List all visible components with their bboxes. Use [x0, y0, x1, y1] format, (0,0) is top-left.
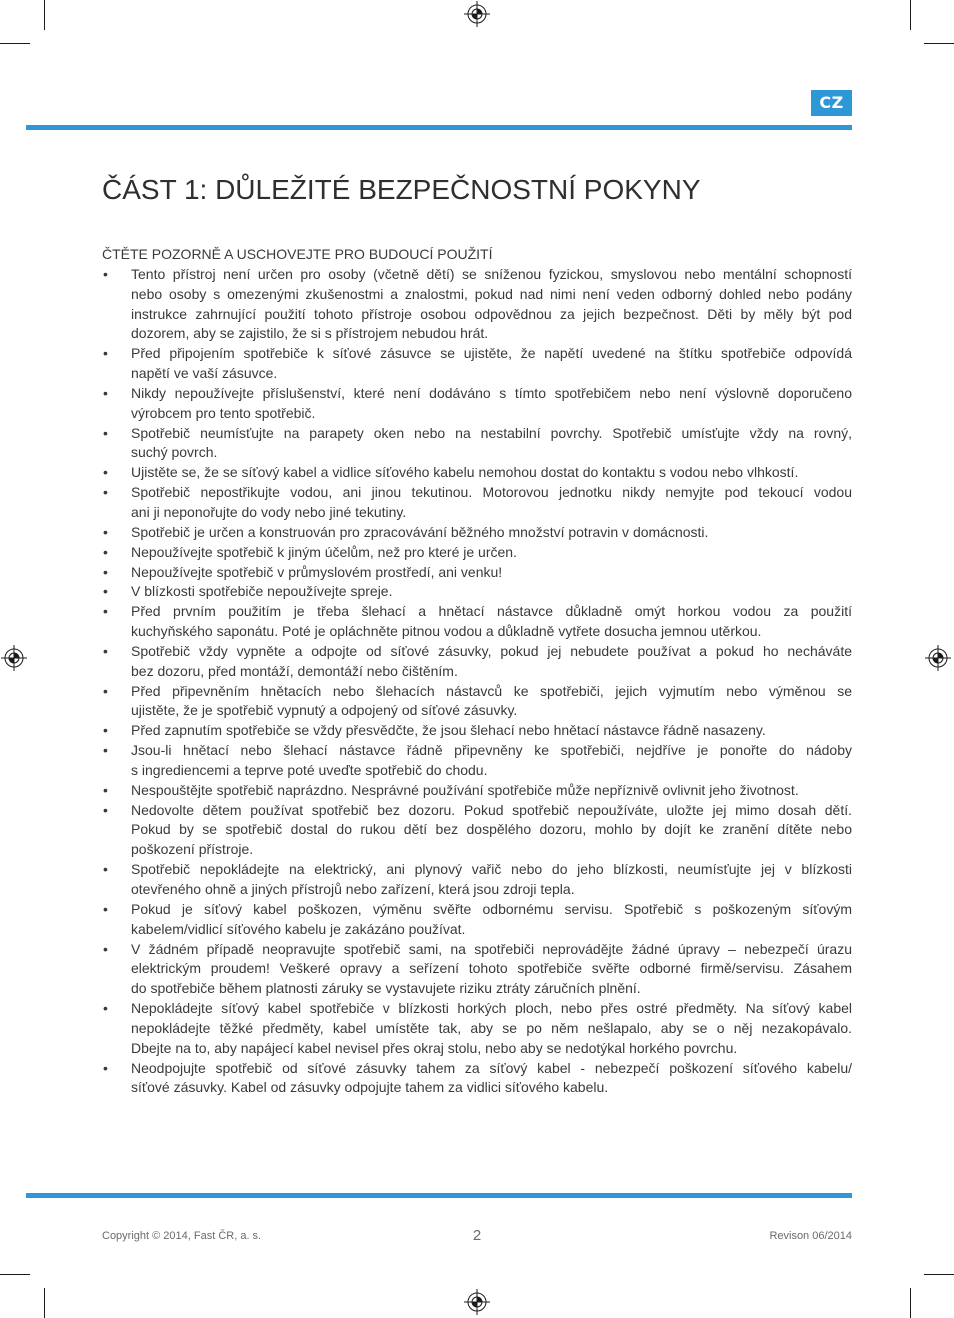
text-line: Nedovolte dětem používat spotřebič bez dozoru. Pokud spotřebič nepoužíváte, uložte jej mimo dosah dětí. [131, 801, 852, 818]
text-line: Před připojením spotřebiče k síťové zásuvce se ujistěte, že napětí uvedené na štítku spotřebiče odpovídá [131, 345, 852, 362]
safety-list-item [102, 682, 852, 722]
text-line: kuchyňského saponátu. Poté je opláchněte pitnou vodou a důkladně vytřete dosucha jemnou utěrkou. [131, 623, 762, 640]
text-line: s ingrediencemi a teprve poté uveďte spotřebič do chodu. [131, 761, 488, 778]
bullet-icon: • [103, 345, 108, 362]
bullet-icon: • [103, 861, 108, 878]
safety-item-text [131, 940, 852, 1000]
text-line: Ujistěte se, že se síťový kabel a vidlice síťového kabelu nemohou dostat do kontaktu s vodou nebo vlhkostí. [131, 464, 799, 481]
text-line: V blízkosti spotřebiče nepoužívejte spreje. [131, 583, 393, 600]
crop-mark [924, 43, 954, 44]
safety-item-text [131, 642, 852, 682]
safety-list-item [102, 523, 852, 543]
safety-list-item [102, 900, 852, 940]
safety-item-text [131, 265, 852, 344]
safety-list-item [102, 801, 852, 861]
safety-item-text [131, 602, 852, 642]
safety-item-text [131, 424, 852, 464]
header-divider [26, 125, 852, 130]
text-line: Před prvním použitím je třeba šlehací a hnětací nástavce důkladně omýt horkou vodou za použití [131, 603, 852, 620]
crop-mark [0, 43, 30, 44]
copyright-text: Copyright © 2014, Fast ČR, a. s. [102, 1230, 262, 1242]
text-line: suchý povrch. [131, 444, 218, 461]
text-line: Neodpojujte spotřebič od síťové zásuvky tahem za síťový kabel - nebezpečí poškození síťového kabelu/ [131, 1059, 852, 1076]
bullet-icon: • [103, 523, 108, 540]
text-line: Pokud by se spotřebič dostal do rukou dětí bez dospělého dozoru, mohlo by dojít ke zranění dítěte nebo [131, 821, 852, 838]
text-line: napětí ve vaší zásuvce. [131, 365, 278, 382]
text-line: Spotřebič vždy vypněte a odpojte od síťové zásuvky, pokud jej nebudete používat a pokud ho necháváte [131, 642, 852, 659]
safety-list-item [102, 721, 852, 741]
registration-mark-icon [0, 644, 28, 672]
text-line: Před připevněním hnětacích nebo šlehacích nástavců ke spotřebiči, jejich vyjmutím nebo výměnou se [131, 682, 852, 699]
bullet-icon: • [103, 384, 108, 401]
text-line: Jsou-li hnětací nebo šlehací nástavce řádně připevněny ke spotřebiči, nejdříve je ponořte do nádoby [131, 742, 852, 759]
safety-list-item [102, 1059, 852, 1099]
registration-mark-icon [463, 0, 491, 28]
text-line: Nepokládejte síťový kabel spotřebiče v blízkosti horkých ploch, nebo přes ostré předměty. Na síťový kabel [131, 1000, 852, 1017]
text-line: nepokládejte těžké předměty, kabel umístěte tak, aby se po něm nešlapalo, aby se o něj nezakopávalo. [131, 1019, 852, 1036]
bullet-icon: • [103, 1000, 108, 1017]
safety-list-item [102, 344, 852, 384]
text-line: Spotřebič nepokládejte na elektrický, ani plynový vařič nebo do jeho blízkosti, neumísťujte jej v blízkosti [131, 861, 852, 878]
safety-item-text [131, 463, 852, 483]
safety-list-item [102, 781, 852, 801]
bullet-icon: • [103, 464, 108, 481]
safety-item-text [131, 860, 852, 900]
bullet-icon: • [103, 424, 108, 441]
safety-list-item [102, 642, 852, 682]
crop-mark [910, 1288, 911, 1318]
safety-item-text [131, 900, 852, 940]
safety-item-text [131, 523, 852, 543]
bullet-icon: • [103, 722, 108, 739]
bullet-icon: • [103, 742, 108, 759]
bullet-icon: • [103, 801, 108, 818]
crop-mark [0, 1274, 30, 1275]
bullet-icon: • [103, 563, 108, 580]
text-line: ani ji neponořujte do vody nebo jiné tekutiny. [131, 503, 407, 520]
safety-item-text [131, 483, 852, 523]
text-line: dozorem, aby se zajistilo, že si s přístrojem nebudou hrát. [131, 325, 489, 342]
safety-list-item [102, 999, 852, 1059]
safety-list-item [102, 741, 852, 781]
bullet-icon: • [103, 940, 108, 957]
section-subtitle: ČTĚTE POZORNĚ A USCHOVEJTE PRO BUDOUCÍ POUŽITÍ [102, 246, 493, 262]
text-line: nebo osoby s omezenými zkušenostmi a znalostmi, pokud nad nimi není veden odborný dohled nebo podány [131, 285, 852, 302]
text-line: Nepoužívejte spotřebič k jiným účelům, než pro které je určen. [131, 543, 517, 560]
crop-mark [44, 0, 45, 30]
safety-list-item [102, 860, 852, 900]
safety-list-item [102, 463, 852, 483]
crop-mark [924, 1274, 954, 1275]
revision-text: Revison 06/2014 [769, 1230, 852, 1242]
safety-item-text [131, 563, 852, 583]
text-line: síťové zásuvky. Kabel od zásuvky odpojujte tahem za vidlici síťového kabelu. [131, 1079, 609, 1096]
bullet-icon: • [103, 484, 108, 501]
bullet-icon: • [103, 642, 108, 659]
text-line: elektrickým proudem! Veškeré opravy a seřízení tohoto spotřebiče svěřte odborné firmě/servisu. Zásahem [131, 960, 852, 977]
safety-list-item [102, 384, 852, 424]
text-line: Spotřebič nepostřikujte vodou, ani jinou tekutinou. Motorovou jednotku nikdy nemyjte pod tekoucí vodou [131, 484, 852, 501]
bullet-icon: • [103, 1059, 108, 1076]
text-line: kabelem/vidlicí síťového kabelu je zakázáno používat. [131, 920, 466, 937]
text-line: bez dozoru, před montáží, demontáží nebo čištěním. [131, 662, 458, 679]
safety-item-text [131, 741, 852, 781]
crop-mark [44, 1288, 45, 1318]
registration-mark-icon [924, 644, 952, 672]
text-line: Tento přístroj není určen pro osoby (včetně dětí) se sníženou fyzickou, smyslovou nebo mentální schopností [131, 265, 852, 282]
safety-item-text [131, 344, 852, 384]
registration-mark-icon [463, 1288, 491, 1316]
safety-list-item [102, 543, 852, 563]
text-line: Nespouštějte spotřebič naprázdno. Nesprávné používání spotřebiče může nepříznivě ovlivnit jeho životnost. [131, 781, 799, 798]
text-line: Spotřebič neumísťujte na parapety oken nebo na nestabilní povrchy. Spotřebič umísťujte vždy na rovný, [131, 424, 852, 441]
safety-list-item [102, 582, 852, 602]
bullet-icon: • [103, 682, 108, 699]
safety-list-item [102, 424, 852, 464]
safety-item-text [131, 721, 852, 741]
safety-list-item [102, 602, 852, 642]
text-line: výrobcem pro tento spotřebič. [131, 404, 316, 421]
text-line: Nepoužívejte spotřebič v průmyslovém prostředí, ani venku! [131, 563, 503, 580]
text-line: Pokud je síťový kabel poškozen, výměnu svěřte odbornému servisu. Spotřebič s poškozeným síťovým [131, 900, 852, 917]
bullet-icon: • [103, 265, 108, 282]
safety-item-text [131, 682, 852, 722]
text-line: Dbejte na to, aby napájecí kabel nevisel přes okraj stolu, nebo aby se nedotýkal horkého povrchu. [131, 1039, 738, 1056]
safety-item-text [131, 781, 852, 801]
text-line: V žádném případě neopravujte spotřebič sami, na spotřebiči neprovádějte žádné úpravy – nebezpečí úrazu [131, 940, 852, 957]
safety-list-item [102, 483, 852, 523]
safety-item-text [131, 384, 852, 424]
bullet-icon: • [103, 543, 108, 560]
bullet-icon: • [103, 900, 108, 917]
safety-item-text [131, 999, 852, 1059]
safety-item-text [131, 543, 852, 563]
text-line: ujistěte, že je spotřebič vypnutý a odpojený od síťové zásuvky. [131, 702, 518, 719]
safety-list-item [102, 563, 852, 583]
text-line: Nikdy nepoužívejte příslušenství, které není dodáváno s tímto spotřebičem nebo není výslovně doporučeno [131, 384, 852, 401]
bullet-icon: • [103, 603, 108, 620]
text-line: Před zapnutím spotřebiče se vždy přesvědčte, že jsou šlehací nebo hnětací nástavce řádně nasazeny. [131, 722, 766, 739]
safety-list-item [102, 940, 852, 1000]
text-line: poškození přístroje. [131, 841, 254, 858]
page-number: 2 [472, 1227, 482, 1244]
text-line: otevřeného ohně a jiných přístrojů nebo zařízení, která jsou zdroji tepla. [131, 881, 575, 897]
safety-item-text [131, 801, 852, 861]
footer-divider [26, 1193, 852, 1198]
bullet-icon: • [103, 781, 108, 798]
bullet-icon: • [103, 583, 108, 600]
safety-list-item [102, 265, 852, 344]
language-badge: CZ [811, 90, 852, 116]
crop-mark [910, 0, 911, 30]
page-title: ČÁST 1: DŮLEŽITÉ BEZPEČNOSTNÍ POKYNY [102, 174, 701, 205]
safety-item-text [131, 1059, 852, 1099]
text-line: Spotřebič je určen a konstruován pro zpracovávání běžného množství potravin v domácnosti. [131, 523, 709, 540]
safety-item-text [131, 582, 852, 602]
text-line: do spotřebiče během platnosti záruky se vystavujete riziku ztráty záručních plnění. [131, 980, 641, 997]
safety-section [102, 245, 852, 1098]
text-line: instrukce zahrnující použití tohoto přístroje osobou odpovědnou za jejich bezpečnost. Děti by měly být pod [131, 305, 852, 322]
safety-list [102, 265, 852, 1098]
